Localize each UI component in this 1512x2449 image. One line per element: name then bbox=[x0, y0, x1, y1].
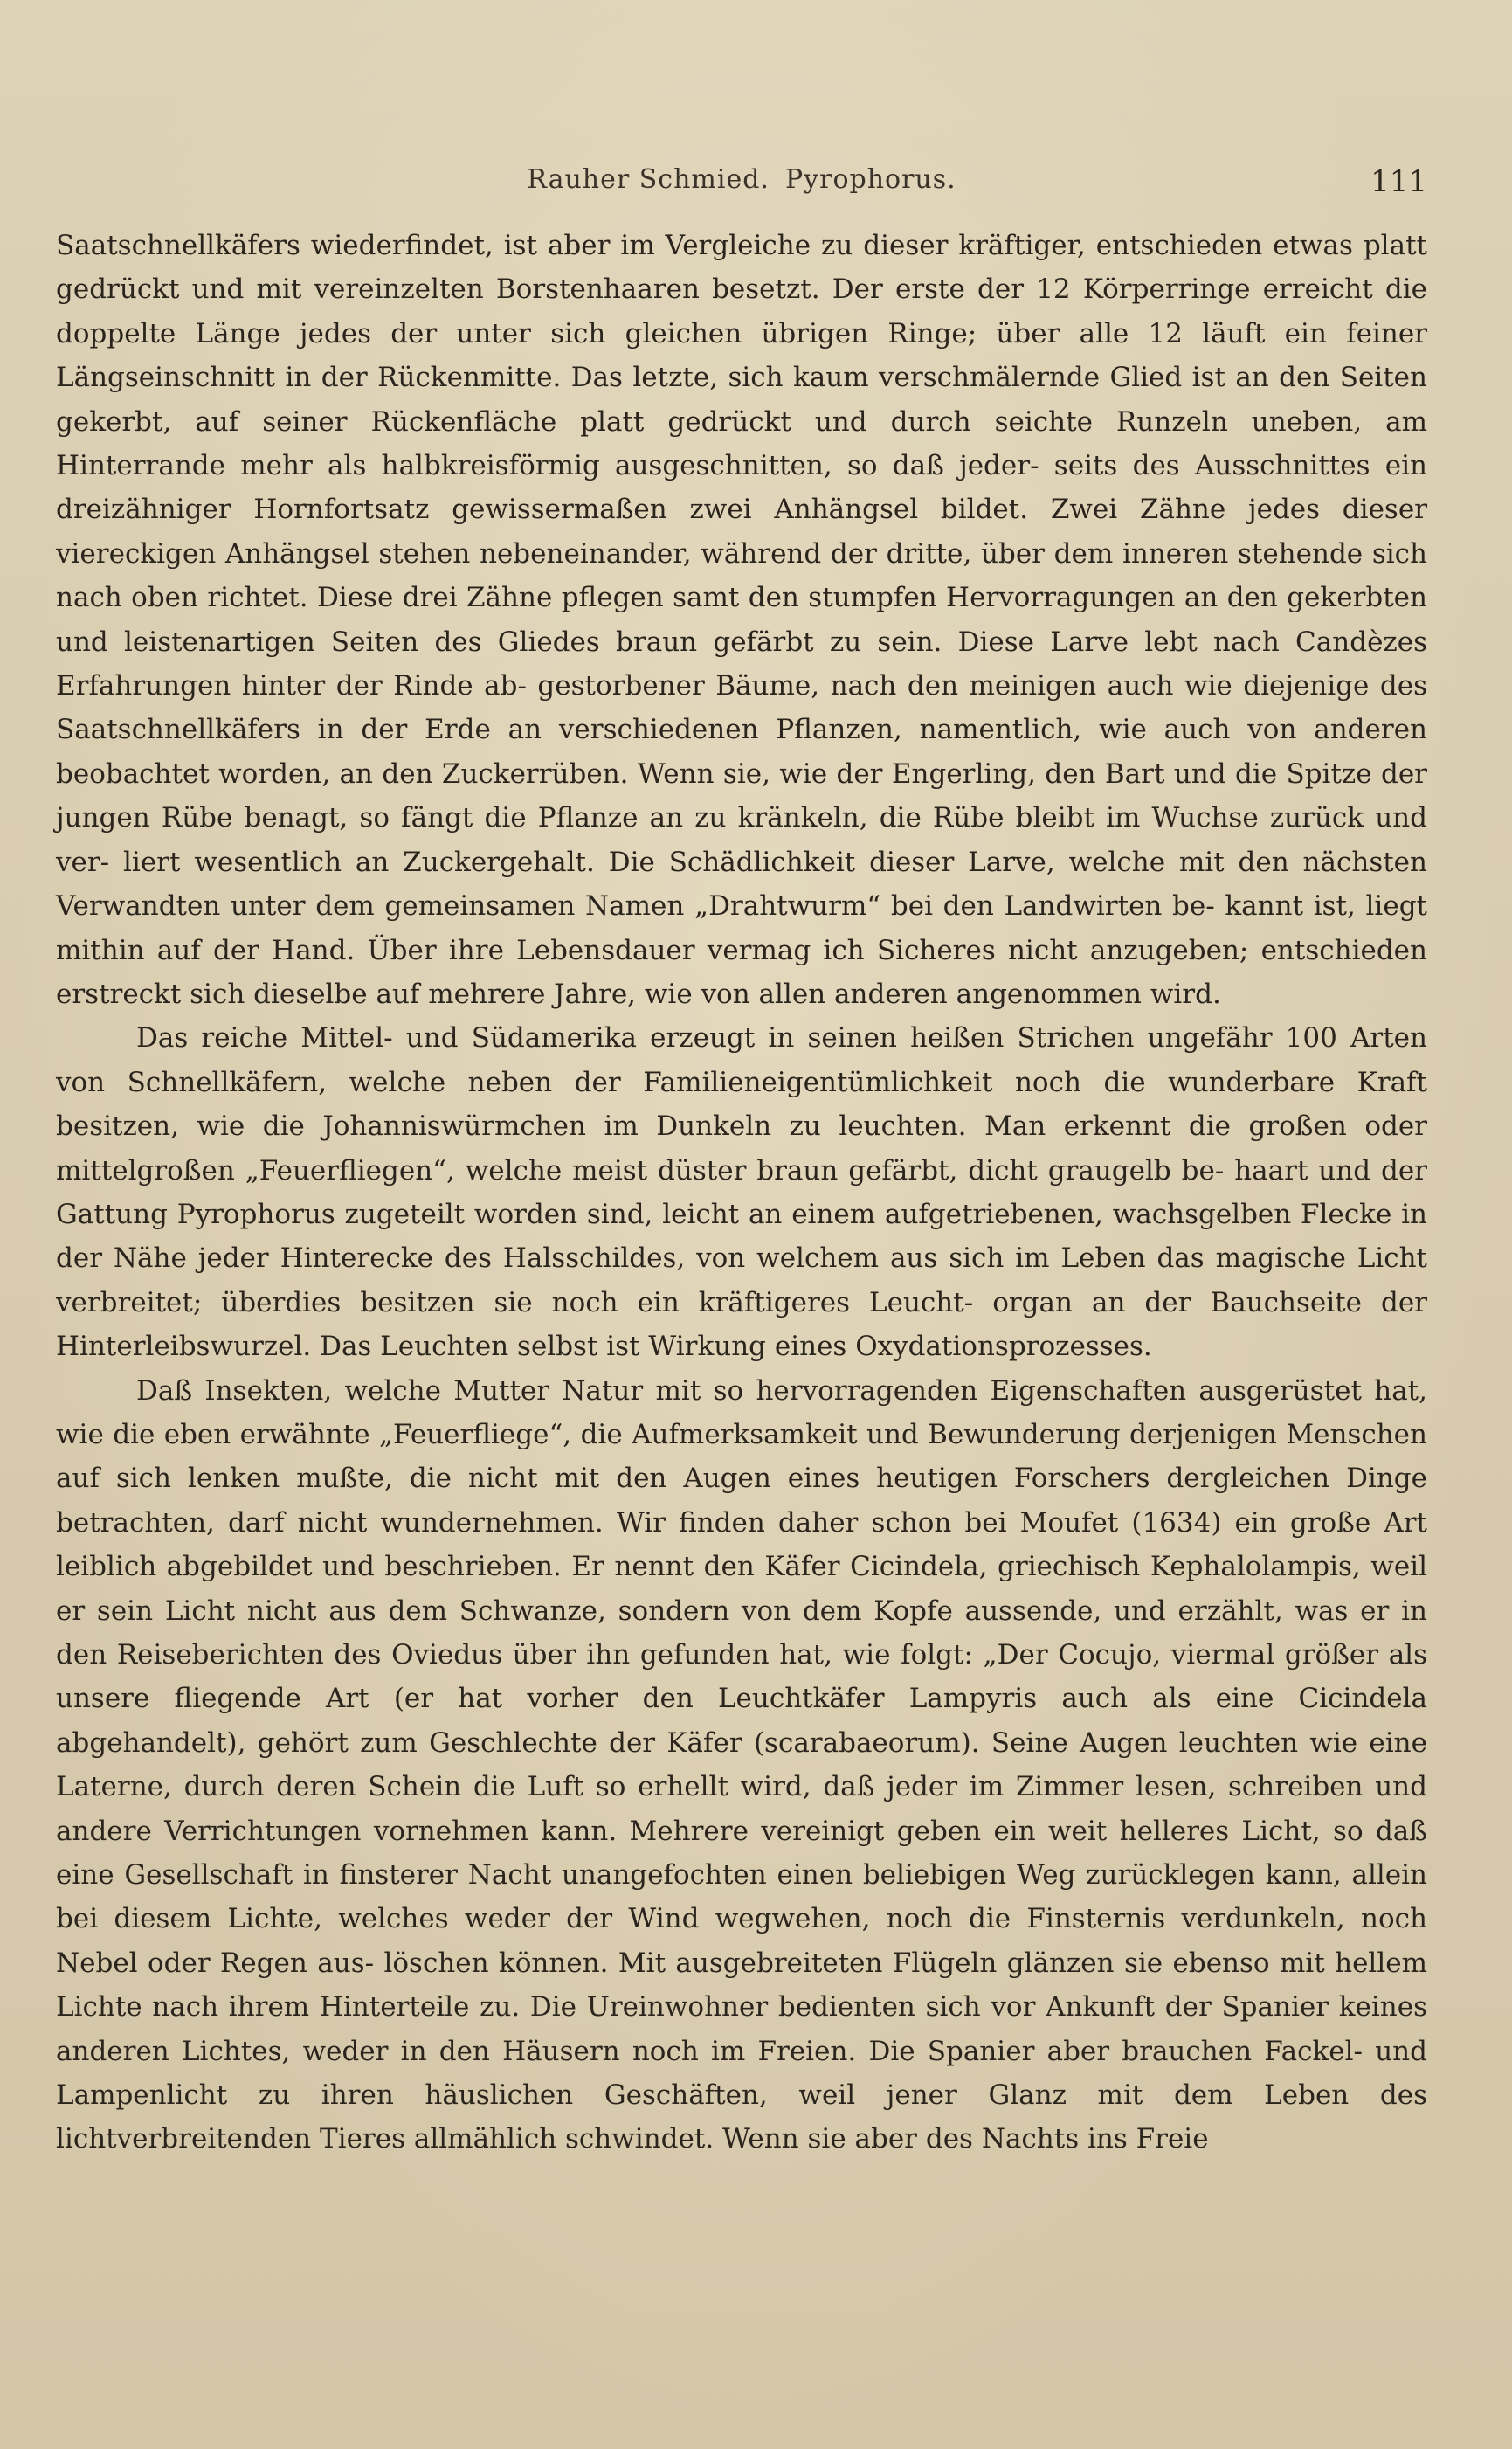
running-head-genus: Pyrophorus. bbox=[784, 164, 956, 195]
running-head-title: Rauher Schmied. bbox=[527, 164, 770, 195]
paragraph-3: Daß Insekten, welche Mutter Natur mit so hervorragenden Eigenschaften ausgerüstet hat, wie die eben erwähnte „Feuerfliege“, die Aufmerksamkeit und Bewunderung derjenigen Menschen auf sich lenken mußte, die nicht mit den Augen eines heutigen Forschers dergleichen Dinge betrachten, darf nicht wundernehmen. Wir finden daher schon bei Moufet (1634) ein große Art leiblich abgebildet und beschrieben. Er nennt den Käfer Cicindela, griechisch Kephalolampis, weil er sein Licht nicht aus dem Schwanze, sondern von dem Kopfe aussende, und erzählt, was er in den Reiseberichten des Oviedus über ihn gefunden hat, wie folgt: „Der Cocujo, viermal größer als unsere fliegende Art (er hat vorher den Leuchtkäfer Lampyris auch als eine Cicindela abgehandelt), gehört zum Geschlechte der Käfer (scarabaeorum). Seine Augen leuchten wie eine Laterne, durch deren Schein die Luft so erhellt wird, daß jeder im Zimmer lesen, schreiben und andere Verrichtungen vornehmen kann. Mehrere vereinigt geben ein weit helleres Licht, so daß eine Gesellschaft in finsterer Nacht unangefochten einen beliebigen Weg zurücklegen kann, allein bei diesem Lichte, welches weder der Wind wegwehen, noch die Finsternis verdunkeln, noch Nebel oder Regen aus- löschen können. Mit ausgebreiteten Flügeln glänzen sie ebenso mit hellem Lichte nach ihrem Hinterteile zu. Die Ureinwohner bedienten sich vor Ankunft der Spanier keines anderen Lichtes, weder in den Häusern noch im Freien. Die Spanier aber brauchen Fackel- und Lampenlicht zu ihren häuslichen Geschäften, weil jener Glanz mit dem Leben des lichtverbreitenden Tieres allmählich schwindet. Wenn sie aber des Nachts ins Freie bbox=[56, 1374, 1427, 2155]
body-text bbox=[56, 224, 1427, 2162]
page-header bbox=[56, 164, 1427, 208]
running-head bbox=[56, 164, 1427, 195]
paragraph-2: Das reiche Mittel- und Südamerika erzeugt in seinen heißen Strichen ungefähr 100 Arten von Schnellkäfern, welche neben der Familieneigentümlichkeit noch die wunderbare Kraft besitzen, wie die Johanniswürmchen im Dunkeln zu leuchten. Man erkennt die großen oder mittelgroßen „Feuerfliegen“, welche meist düster braun gefärbt, dicht graugelb be- haart und der Gattung Pyrophorus zugeteilt worden sind, leicht an einem aufgetriebenen, wachsgelben Flecke in der Nähe jeder Hinterecke des Halsschildes, von welchem aus sich im Leben das magische Licht verbreitet; überdies besitzen sie noch ein kräftigeres Leucht- organ an der Bauchseite der Hinterleibswurzel. Das Leuchten selbst ist Wirkung eines Oxydationsprozesses. bbox=[56, 1022, 1427, 1363]
page-number: 111 bbox=[1370, 164, 1427, 199]
paragraph-1: Saatschnellkäfers wiederfindet, ist aber im Vergleiche zu dieser kräftiger, entschieden etwas platt gedrückt und mit vereinzelten Borstenhaaren besetzt. Der erste der 12 Körperringe erreicht die doppelte Länge jedes der unter sich gleichen übrigen Ringe; über alle 12 läuft ein feiner Längseinschnitt in der Rückenmitte. Das letzte, sich kaum verschmälernde Glied ist an den Seiten gekerbt, auf seiner Rückenfläche platt gedrückt und durch seichte Runzeln uneben, am Hinterrande mehr als halbkreisförmig ausgeschnitten, so daß jeder- seits des Ausschnittes ein dreizähniger Hornfortsatz gewissermaßen zwei Anhängsel bildet. Zwei Zähne jedes dieser viereckigen Anhängsel stehen nebeneinander, während der dritte, über dem inneren stehende sich nach oben richtet. Diese drei Zähne pflegen samt den stumpfen Hervorragungen an den gekerbten und leistenartigen Seiten des Gliedes braun gefärbt zu sein. Diese Larve lebt nach Candèzes Erfahrungen hinter der Rinde ab- gestorbener Bäume, nach den meinigen auch wie diejenige des Saatschnellkäfers in der Erde an verschiedenen Pflanzen, namentlich, wie auch von anderen beobachtet worden, an den Zuckerrüben. Wenn sie, wie der Engerling, den Bart und die Spitze der jungen Rübe benagt, so fängt die Pflanze an zu kränkeln, die Rübe bleibt im Wuchse zurück und ver- liert wesentlich an Zuckergehalt. Die Schädlichkeit dieser Larve, welche mit den nächsten Verwandten unter dem gemeinsamen Namen „Drahtwurm“ bei den Landwirten be- kannt ist, liegt mithin auf der Hand. Über ihre Lebensdauer vermag ich Sicheres nicht anzugeben; entschieden erstreckt sich dieselbe auf mehrere Jahre, wie von allen anderen angenommen wird. bbox=[56, 230, 1427, 1010]
